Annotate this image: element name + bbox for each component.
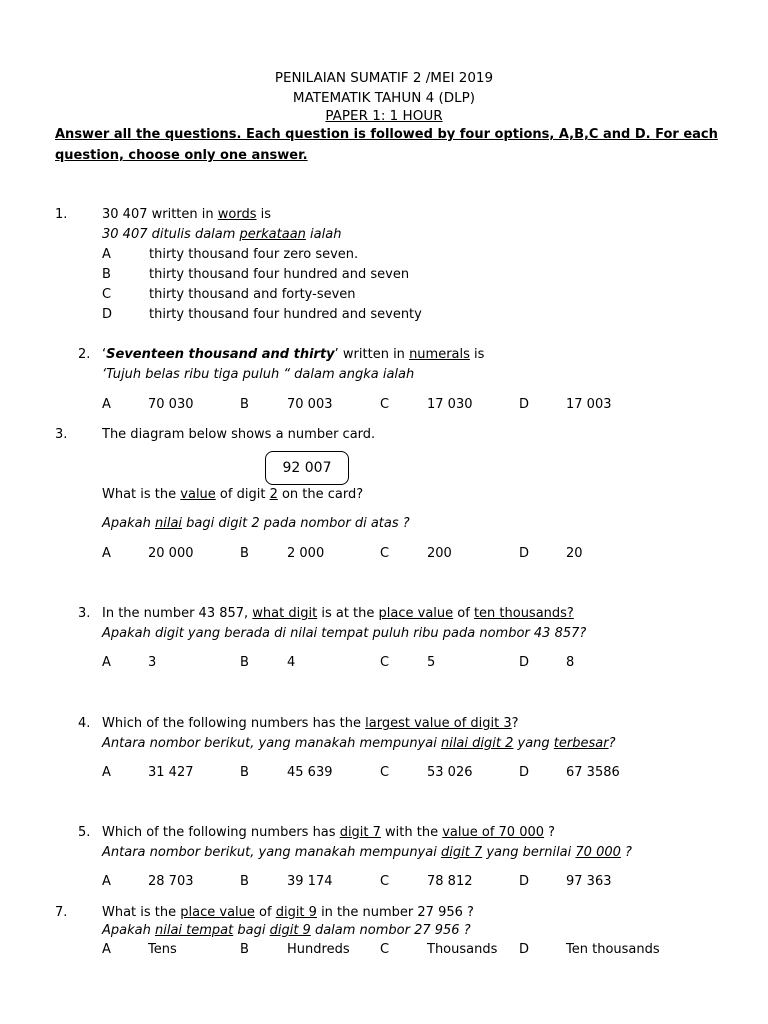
- option-letter: C: [102, 287, 112, 302]
- option-letter: A: [102, 397, 111, 412]
- option-letter: C: [380, 546, 390, 561]
- option-text[interactable]: 31 427: [148, 765, 194, 780]
- option-letter: D: [519, 942, 530, 957]
- question-3-ms: Apakah nilai bagi digit 2 pada nombor di atas ?: [102, 516, 410, 531]
- question-7-ms: Apakah nilai tempat bagi digit 9 dalam nombor 27 956 ?: [102, 923, 471, 938]
- question-3b-en: In the number 43 857, what digit is at the place value of ten thousands?: [102, 606, 574, 621]
- option-letter: B: [240, 546, 249, 561]
- option-letter: A: [102, 247, 111, 262]
- option-letter: B: [240, 874, 249, 889]
- option-letter: C: [380, 397, 390, 412]
- question-2-en: ‘Seventeen thousand and thirty’ written in numerals is: [102, 347, 485, 362]
- option-text[interactable]: 67 3586: [566, 765, 620, 780]
- option-letter: C: [380, 765, 390, 780]
- question-number: 1.: [55, 207, 68, 222]
- option-letter: D: [519, 765, 530, 780]
- question-5-ms: Antara nombor berikut, yang manakah mempunyai digit 7 yang bernilai 70 000 ?: [102, 845, 632, 860]
- question-number: 2.: [78, 347, 91, 362]
- question-3-intro: The diagram below shows a number card.: [102, 427, 376, 442]
- option-text[interactable]: 20: [566, 546, 583, 561]
- option-text[interactable]: 5: [427, 655, 436, 670]
- option-text[interactable]: 78 812: [427, 874, 473, 889]
- option-letter: B: [240, 655, 249, 670]
- question-4-ms: Antara nombor berikut, yang manakah mempunyai nilai digit 2 yang terbesar?: [102, 736, 616, 751]
- question-number: 5.: [78, 825, 91, 840]
- option-letter: B: [240, 942, 249, 957]
- option-text[interactable]: 53 026: [427, 765, 473, 780]
- option-letter: C: [380, 655, 390, 670]
- option-letter: A: [102, 942, 111, 957]
- instruction-line-2: question, choose only one answer.: [55, 148, 308, 163]
- option-text[interactable]: 20 000: [148, 546, 194, 561]
- option-text[interactable]: Ten thousands: [566, 942, 660, 957]
- option-letter: D: [519, 655, 530, 670]
- option-text[interactable]: 200: [427, 546, 452, 561]
- option-letter: A: [102, 765, 111, 780]
- option-text[interactable]: thirty thousand four hundred and seventy: [149, 307, 422, 322]
- option-letter: D: [519, 546, 530, 561]
- option-text[interactable]: 97 363: [566, 874, 612, 889]
- instruction-line-1: Answer all the questions. Each question is followed by four options, A,B,C and D. For each: [55, 127, 718, 142]
- exam-paper: PAPER 1: 1 HOUR: [325, 108, 443, 124]
- question-4-en: Which of the following numbers has the largest value of digit 3?: [102, 716, 519, 731]
- question-3-en: What is the value of digit 2 on the card?: [102, 487, 364, 502]
- option-letter: D: [519, 397, 530, 412]
- option-text[interactable]: Thousands: [427, 942, 498, 957]
- question-number: 3.: [78, 606, 91, 621]
- option-letter: B: [240, 765, 249, 780]
- option-letter: A: [102, 546, 111, 561]
- question-number: 4.: [78, 716, 91, 731]
- question-2-ms: ‘Tujuh belas ribu tiga puluh “ dalam angka ialah: [102, 367, 415, 382]
- option-text[interactable]: Hundreds: [287, 942, 350, 957]
- option-letter: D: [519, 874, 530, 889]
- option-text[interactable]: thirty thousand and forty-seven: [149, 287, 356, 302]
- option-text[interactable]: thirty thousand four zero seven.: [149, 247, 359, 262]
- option-text[interactable]: 17 030: [427, 397, 473, 412]
- question-3b-ms: Apakah digit yang berada di nilai tempat puluh ribu pada nombor 43 857?: [102, 626, 587, 641]
- option-letter: A: [102, 874, 111, 889]
- option-text[interactable]: 4: [287, 655, 296, 670]
- question-number: 3.: [55, 427, 68, 442]
- question-number: 7.: [55, 905, 68, 920]
- option-letter: B: [240, 397, 249, 412]
- option-letter: B: [102, 267, 111, 282]
- option-text[interactable]: 70 003: [287, 397, 333, 412]
- exam-subtitle: MATEMATIK TAHUN 4 (DLP): [292, 90, 476, 106]
- option-text[interactable]: 8: [566, 655, 575, 670]
- exam-title: PENILAIAN SUMATIF 2 /MEI 2019: [274, 70, 494, 86]
- option-letter: D: [102, 307, 113, 322]
- option-letter: A: [102, 655, 111, 670]
- option-text[interactable]: 28 703: [148, 874, 194, 889]
- option-text[interactable]: 45 639: [287, 765, 333, 780]
- question-1-en: 30 407 written in words is: [102, 207, 272, 222]
- question-5-en: Which of the following numbers has digit 7 with the value of 70 000 ?: [102, 825, 556, 840]
- option-letter: C: [380, 942, 390, 957]
- option-text[interactable]: 3: [148, 655, 157, 670]
- question-7-en: What is the place value of digit 9 in the number 27 956 ?: [102, 905, 474, 920]
- question-1-ms: 30 407 ditulis dalam perkataan ialah: [102, 227, 342, 242]
- option-text[interactable]: Tens: [148, 942, 177, 957]
- option-text[interactable]: 17 003: [566, 397, 612, 412]
- option-text[interactable]: 39 174: [287, 874, 333, 889]
- option-text[interactable]: 2 000: [287, 546, 325, 561]
- option-text[interactable]: thirty thousand four hundred and seven: [149, 267, 410, 282]
- option-letter: C: [380, 874, 390, 889]
- number-card: 92 007: [265, 451, 349, 485]
- option-text[interactable]: 70 030: [148, 397, 194, 412]
